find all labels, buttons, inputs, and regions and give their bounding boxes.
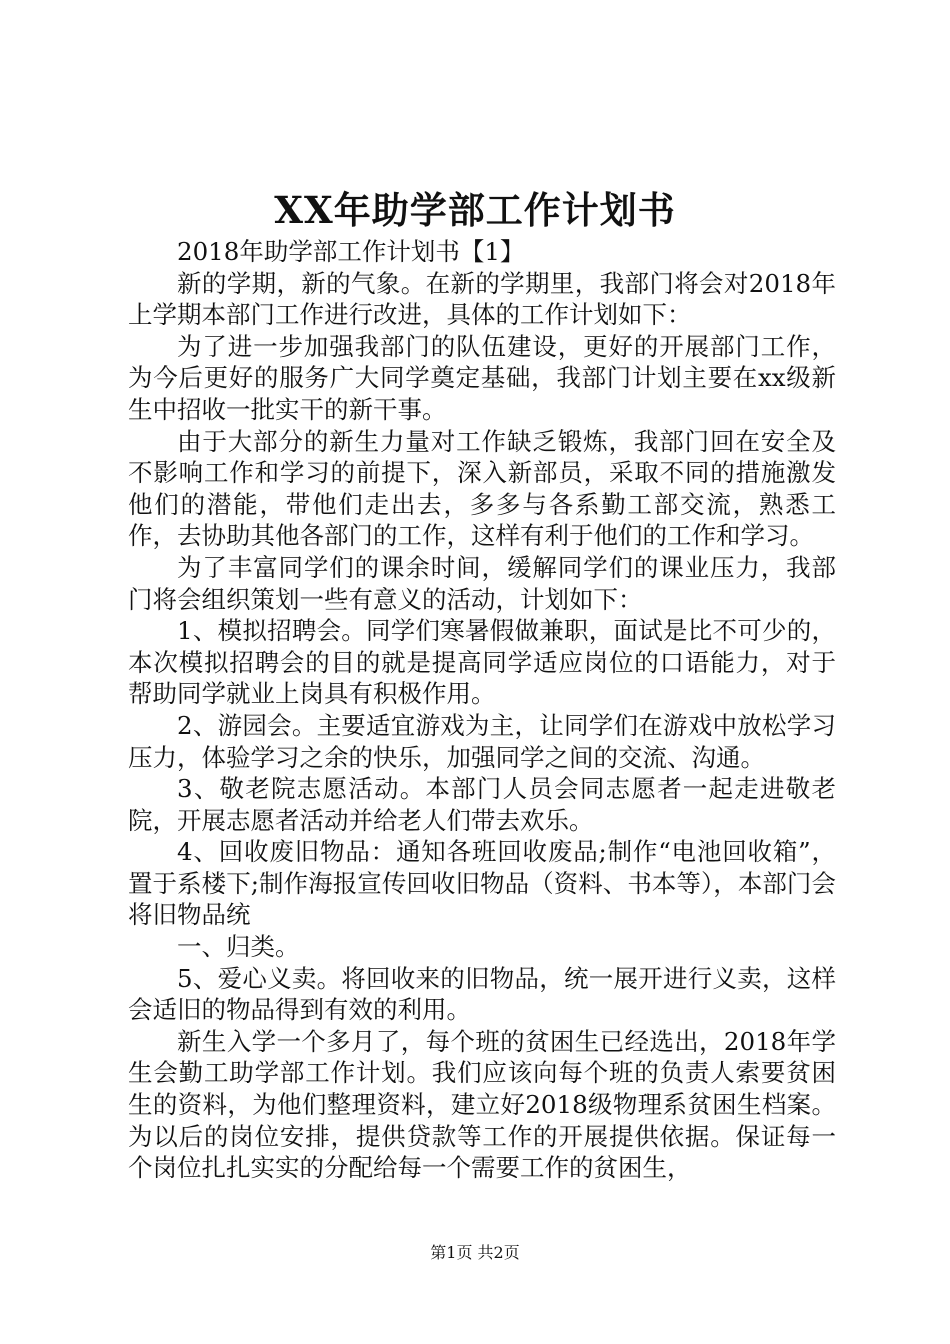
paragraph-training: 由于大部分的新生力量对工作缺乏锻炼，我部门回在安全及不影响工作和学习的前提下，深入新部员，采取不同的措施激发他们的潜能，带他们走出去，多多与各系勤工部交流，熟悉工作，去协助其他各部门的工作，这样有利于他们的工作和学习。 (128, 426, 836, 551)
paragraph-activities-intro: 为了丰富同学们的课余时间，缓解同学们的课业压力，我部门将会组织策划一些有意义的活动，计划如下： (128, 552, 836, 614)
paragraph-recruitment: 为了进一步加强我部门的队伍建设，更好的开展部门工作，为今后更好的服务广大同学奠定基础，我部门计划主要在xx级新生中招收一批实干的新干事。 (128, 331, 836, 424)
paragraph-item-4-continued: 一、归类。 (177, 932, 300, 962)
paragraph-poverty-students: 新生入学一个多月了，每个班的贫困生已经选出，2018年学生会勤工助学部工作计划。我们应该向每个班的负责人索要贫困生的资料，为他们整理资料，建立好2018级物理系贫困生档案。为以后的岗位安排，提供贷款等工作的开展提供依据。保证每一个岗位扎扎实实的分配给每一个需要工作的贫困生， (128, 1026, 836, 1183)
paragraph-item-2: 2、游园会。主要适宜游戏为主，让同学们在游戏中放松学习压力，体验学习之余的快乐，加强同学之间的交流、沟通。 (128, 710, 836, 772)
paragraph-subtitle: 2018年助学部工作计划书【1】 (177, 237, 525, 266)
paragraph-item-4: 4、回收废旧物品：通知各班回收废品;制作“电池回收箱”，置于系楼下;制作海报宣传回收旧物品（资料、书本等），本部门会将旧物品统 (128, 837, 836, 930)
document-title: XX年助学部工作计划书 (274, 188, 676, 232)
page-number-footer: 第1页 共2页 (430, 1243, 520, 1262)
paragraph-item-5: 5、爱心义卖。将回收来的旧物品，统一展开进行义卖，这样会适旧的物品得到有效的利用。 (128, 963, 836, 1025)
paragraph-intro: 新的学期，新的气象。在新的学期里，我部门将会对2018年上学期本部门工作进行改进，具体的工作计划如下： (128, 268, 836, 330)
paragraph-item-3: 3、敬老院志愿活动。本部门人员会同志愿者一起走进敬老院，开展志愿者活动并给老人们带去欢乐。 (128, 774, 836, 835)
paragraph-item-1: 1、模拟招聘会。同学们寒暑假做兼职，面试是比不可少的，本次模拟招聘会的目的就是提高同学适应岗位的口语能力，对于帮助同学就业上岗具有积极作用。 (128, 616, 836, 709)
document-body (128, 236, 836, 1184)
